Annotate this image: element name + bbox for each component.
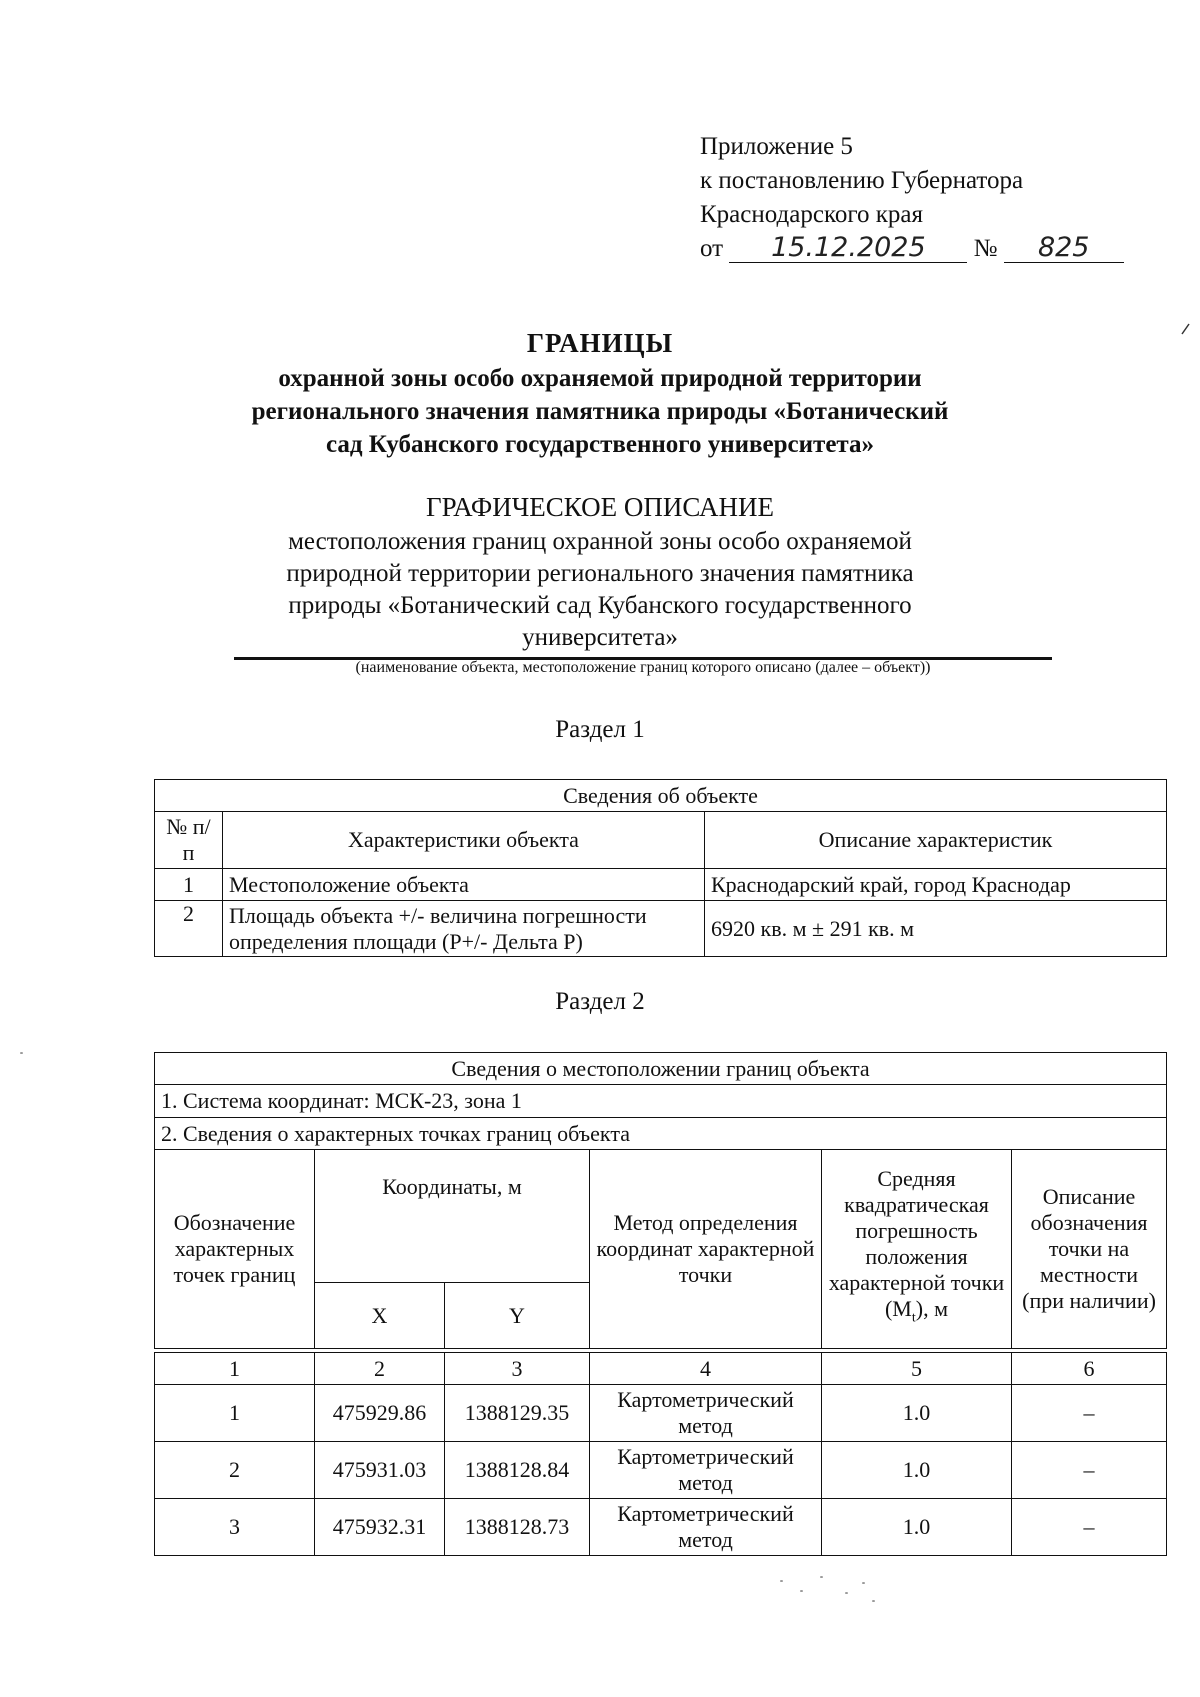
header-description: Описание характеристик	[705, 812, 1167, 869]
date-prefix: от	[700, 235, 724, 262]
graphic-line-1: местоположения границ охранной зоны особо охраняемой	[288, 528, 912, 555]
header-error-text: Средняя квадратическая погрешность положения характерной точки (M	[828, 1166, 1005, 1322]
subtitle-line-1: охранной зоны особо охраняемой природной территории	[278, 365, 922, 392]
point-3-method: Картометрический метод	[590, 1499, 822, 1556]
header-error-subscript: t	[911, 1310, 916, 1326]
header-method: Метод определения координат характерной точки	[590, 1150, 822, 1349]
section-2-heading: Раздел 2	[555, 988, 645, 1015]
subtitle-line-3: сад Кубанского государственного университета»	[325, 431, 875, 458]
col-num-3: 3	[445, 1353, 590, 1385]
points-title: 2. Сведения о характерных точках границ объекта	[155, 1118, 1167, 1150]
document-subtitle	[0, 362, 1200, 461]
coordinate-system: 1. Система координат: МСК-23, зона 1	[155, 1085, 1167, 1118]
point-3-id: 3	[155, 1499, 315, 1556]
row-1-value: Краснодарский край, город Краснодар	[705, 869, 1167, 901]
point-3-error: 1.0	[822, 1499, 1012, 1556]
scan-speck	[820, 1576, 823, 1578]
point-2-method: Картометрический метод	[590, 1442, 822, 1499]
appendix-date-line	[700, 232, 1124, 266]
header-y: Y	[445, 1283, 590, 1349]
row-1-name: Местоположение объекта	[223, 869, 705, 901]
header-coordinates: Координаты, м	[315, 1150, 590, 1283]
point-1-error: 1.0	[822, 1385, 1012, 1442]
scan-speck	[862, 1582, 865, 1584]
header-designation: Обозначение характерных точек границ	[155, 1150, 315, 1349]
point-3-description: –	[1012, 1499, 1167, 1556]
number-prefix: №	[973, 235, 998, 262]
date-value: 15.12.2025	[729, 234, 967, 263]
header-x: X	[315, 1283, 445, 1349]
object-name-caption: (наименование объекта, местоположение границ которого описано (далее – объект))	[355, 659, 931, 676]
document-title: ГРАНИЦЫ	[526, 328, 674, 358]
point-1-id: 1	[155, 1385, 315, 1442]
header-num: № п/п	[155, 812, 223, 869]
boundary-table-title: Сведения о местоположении границ объекта	[155, 1053, 1167, 1085]
point-3-x: 475932.31	[315, 1499, 445, 1556]
appendix-block	[700, 130, 1124, 266]
row-2-value: 6920 кв. м ± 291 кв. м	[705, 901, 1167, 957]
point-1-method: Картометрический метод	[590, 1385, 822, 1442]
header-error-suffix: ), м	[915, 1296, 949, 1322]
col-num-5: 5	[822, 1353, 1012, 1385]
header-error	[822, 1150, 1012, 1349]
scan-speck	[780, 1580, 783, 1582]
scan-speck	[800, 1590, 803, 1592]
point-3-y: 1388128.73	[445, 1499, 590, 1556]
appendix-line-2: к постановлению Губернатора	[700, 167, 1024, 194]
point-1-y: 1388129.35	[445, 1385, 590, 1442]
boundary-points-table	[154, 1052, 1167, 1556]
row-1-num: 1	[155, 869, 223, 901]
col-num-6: 6	[1012, 1353, 1167, 1385]
scan-speck	[845, 1592, 848, 1594]
col-num-4: 4	[590, 1353, 822, 1385]
point-1-description: –	[1012, 1385, 1167, 1442]
row-2-name: Площадь объекта +/- величина погрешности определения площади (P+/- Дельта P)	[223, 901, 705, 957]
number-value: 825	[1004, 234, 1124, 263]
appendix-line-3: Краснодарского края	[700, 201, 923, 228]
object-info-table-title: Сведения об объекте	[155, 780, 1167, 812]
row-2-num: 2	[155, 901, 223, 957]
scan-speck	[872, 1600, 875, 1602]
graphic-description-text	[0, 526, 1200, 654]
appendix-line-1: Приложение 5	[700, 133, 853, 160]
graphic-description-title: ГРАФИЧЕСКОЕ ОПИСАНИЕ	[425, 492, 775, 522]
header-characteristics: Характеристики объекта	[223, 812, 705, 869]
point-2-x: 475931.03	[315, 1442, 445, 1499]
col-num-1: 1	[155, 1353, 315, 1385]
point-1-x: 475929.86	[315, 1385, 445, 1442]
scan-speck	[20, 1052, 23, 1054]
object-info-table	[154, 779, 1167, 957]
graphic-line-4: университета»	[522, 624, 678, 651]
subtitle-line-2: регионального значения памятника природы «Ботанический	[251, 398, 949, 425]
point-2-id: 2	[155, 1442, 315, 1499]
col-num-2: 2	[315, 1353, 445, 1385]
point-2-description: –	[1012, 1442, 1167, 1499]
point-2-y: 1388128.84	[445, 1442, 590, 1499]
point-2-error: 1.0	[822, 1442, 1012, 1499]
graphic-line-3: природы «Ботанический сад Кубанского государственного	[288, 592, 912, 619]
section-1-heading: Раздел 1	[555, 716, 645, 743]
header-point-description: Описание обозначения точки на местности (при наличии)	[1012, 1150, 1167, 1349]
graphic-line-2: природной территории регионального значения памятника	[286, 560, 914, 587]
